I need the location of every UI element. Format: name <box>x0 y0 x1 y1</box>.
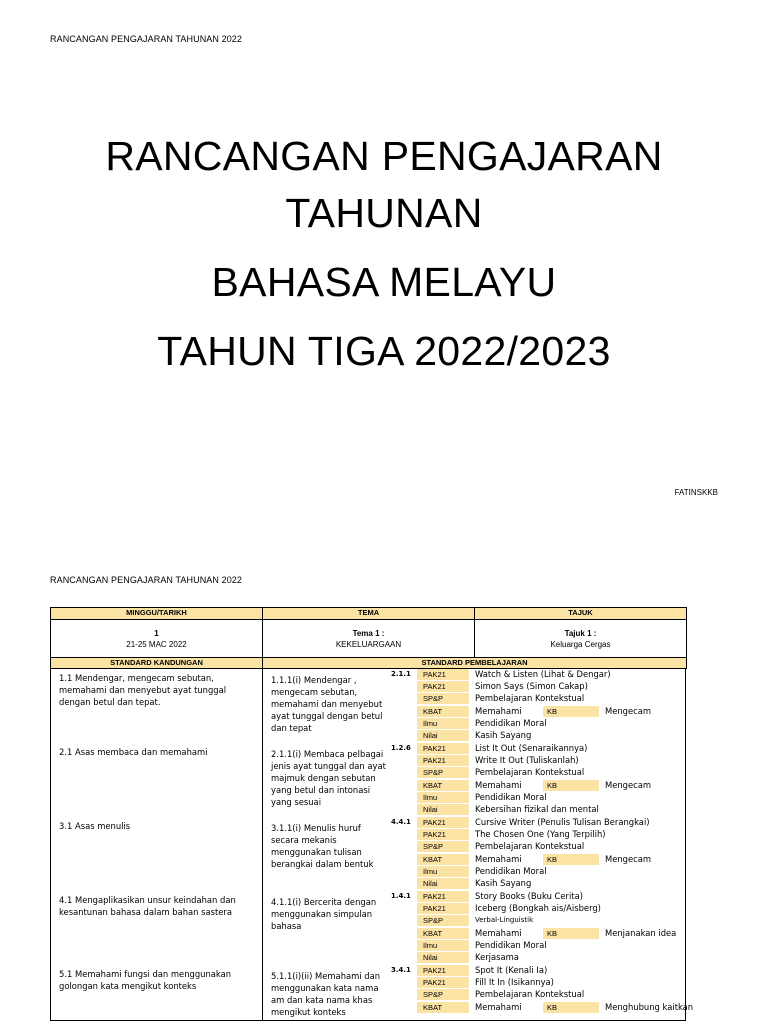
activity-row <box>417 952 687 964</box>
activity-label: Ilmu <box>417 718 469 729</box>
cover-title-line: RANCANGAN PENGAJARAN <box>105 133 663 179</box>
kb-tag: KB <box>543 854 599 865</box>
activity-value: Cursive Writer (Penulis Tulisan Berangkai) <box>475 817 650 827</box>
activity-row <box>417 792 687 804</box>
header-minggu: MINGGU/TARIKH <box>50 607 263 620</box>
tema-cell <box>262 619 475 658</box>
activity-label: PAK21 <box>417 817 469 828</box>
tajuk-value: Keluarga Cergas <box>550 639 611 649</box>
kb-tag: KB <box>543 780 599 791</box>
activity-row <box>417 977 687 989</box>
activity-row <box>417 817 687 829</box>
kbat-skill: Menjanakan idea <box>605 927 677 938</box>
header-standard-kandungan: STANDARD KANDUNGAN <box>50 657 263 669</box>
activity-value: Memahami <box>475 779 522 790</box>
activity-label: Nilai <box>417 952 469 963</box>
activity-row <box>417 743 687 755</box>
activity-value: Simon Says (Simon Cakap) <box>475 681 588 692</box>
standard-pembelajaran-text: 3.1.1(i) Menulis huruf secara mekanis menggunakan tulisan berangkai dalam bentuk <box>271 823 374 869</box>
activity-label: SP&P <box>417 915 469 926</box>
activity-label: PAK21 <box>417 669 469 680</box>
cover-subject: BAHASA MELAYU <box>211 259 557 305</box>
activity-row <box>417 718 687 730</box>
activity-value: Memahami <box>475 853 522 864</box>
table-body <box>50 668 694 1021</box>
activity-row <box>417 878 687 890</box>
header-tajuk: TAJUK <box>474 607 687 620</box>
activity-row <box>417 989 687 1001</box>
activity-row <box>417 730 687 742</box>
column-divider <box>262 668 263 1020</box>
activity-value: Kasih Sayang <box>475 878 532 888</box>
activity-row <box>417 928 687 940</box>
running-header: RANCANGAN PENGAJARAN TAHUNAN 2022 <box>50 34 243 44</box>
running-header: RANCANGAN PENGAJARAN TAHUNAN 2022 <box>50 575 243 585</box>
activity-row <box>417 693 687 705</box>
activity-row <box>417 891 687 903</box>
activity-label: PAK21 <box>417 755 469 766</box>
activity-value: Memahami <box>475 1001 522 1012</box>
tajuk-cell <box>474 619 687 658</box>
activity-label: KBAT <box>417 854 469 865</box>
week-date: 21-25 MAC 2022 <box>126 639 187 649</box>
kb-tag: KB <box>543 1002 599 1013</box>
activity-label: PAK21 <box>417 681 469 692</box>
tema-value: KEKELUARGAAN <box>335 639 402 649</box>
activity-row <box>417 681 687 693</box>
activity-label: PAK21 <box>417 965 469 976</box>
activity-row <box>417 706 687 718</box>
activity-value: Memahami <box>475 927 522 938</box>
kbat-skill: Mengecam <box>605 779 652 790</box>
activity-row <box>417 903 687 915</box>
cover-title <box>0 128 768 380</box>
standard-pembelajaran-text: 4.1.1(i) Bercerita dengan menggunakan simpulan bahasa <box>271 897 377 931</box>
activity-row <box>417 1001 694 1014</box>
activity-value: Pendidikan Moral <box>475 791 547 802</box>
standard-kandungan-text: 3.1 Asas menulis <box>59 821 131 831</box>
activity-value: Fill It In (Isikannya) <box>475 977 554 988</box>
activity-label: Ilmu <box>417 792 469 803</box>
activity-value: Spot It (Kenali Ia) <box>475 965 548 975</box>
activity-row <box>417 829 687 841</box>
activity-label: SP&P <box>417 989 469 1000</box>
standard-code: 1.4.1 <box>391 892 411 900</box>
kb-tag: KB <box>543 928 599 939</box>
activity-label: PAK21 <box>417 891 469 902</box>
activity-value: Pendidikan Moral <box>475 939 547 950</box>
standard-kandungan-text: 4.1 Mengaplikasikan unsur keindahan dan kesantunan bahasa dalam bahan sastera <box>59 895 236 917</box>
activity-value: The Chosen One (Yang Terpilih) <box>475 829 606 840</box>
rpt-table <box>50 607 694 1021</box>
activity-value: Write It Out (Tuliskanlah) <box>475 755 579 766</box>
activity-label: Ilmu <box>417 940 469 951</box>
cover-title-line: TAHUNAN <box>285 190 483 236</box>
table-info-row <box>50 619 686 657</box>
activity-label: PAK21 <box>417 743 469 754</box>
activity-label: KBAT <box>417 780 469 791</box>
activity-value: Watch & Listen (Lihat & Dengar) <box>475 669 611 679</box>
activity-label: Nilai <box>417 804 469 815</box>
week-number: 1 <box>154 628 159 638</box>
activity-value: Kerjasama <box>475 952 519 962</box>
standard-pembelajaran-text: 2.1.1(i) Membaca pelbagai jenis ayat tunggal dan ayat majmuk dengan sebutan yang betul dan intonasi yang sesuai <box>271 749 386 807</box>
activity-value: Pembelajaran Kontekstual <box>475 767 585 778</box>
activity-value: Pembelajaran Kontekstual <box>475 693 585 704</box>
activity-value: Iceberg (Bongkah ais/Aisberg) <box>475 903 601 914</box>
standard-code: 4.4.1 <box>391 818 411 826</box>
activity-value: Kasih Sayang <box>475 730 532 740</box>
activity-value: List It Out (Senaraikannya) <box>475 743 588 753</box>
activity-label: PAK21 <box>417 977 469 988</box>
kb-tag: KB <box>543 706 599 717</box>
activity-value: Pembelajaran Kontekstual <box>475 841 585 852</box>
activity-row <box>417 755 687 767</box>
activity-label: Ilmu <box>417 866 469 877</box>
standard-pembelajaran-text: 5.1.1(i)(ii) Memahami dan menggunakan kata nama am dan kata nama khas mengikut konteks <box>271 971 381 1017</box>
activity-row <box>417 841 687 853</box>
kbat-skill: Mengecam <box>605 853 652 864</box>
activity-value: Pendidikan Moral <box>475 865 547 876</box>
activity-value: Kebersihan fizikal dan mental <box>475 804 599 814</box>
standard-kandungan-text: 2.1 Asas membaca dan memahami <box>59 747 208 757</box>
tema-label: Tema 1 : <box>352 628 385 638</box>
week-cell <box>50 619 263 658</box>
activity-row <box>417 854 687 866</box>
activity-value: Verbal-Linguistik <box>475 916 534 925</box>
activity-row <box>417 804 687 816</box>
activity-label: Nilai <box>417 878 469 889</box>
header-tema: TEMA <box>262 607 475 620</box>
tajuk-label: Tajuk 1 : <box>564 628 597 638</box>
activity-row <box>417 669 687 681</box>
activity-label: PAK21 <box>417 903 469 914</box>
activity-label: KBAT <box>417 928 469 939</box>
kbat-skill: Mengecam <box>605 705 652 716</box>
activity-row <box>417 866 687 878</box>
activity-row <box>417 767 687 779</box>
activity-value: Pembelajaran Kontekstual <box>475 989 585 1000</box>
activity-label: KBAT <box>417 706 469 717</box>
activity-row <box>417 780 687 792</box>
activity-row <box>417 915 687 927</box>
activity-value: Pendidikan Moral <box>475 717 547 728</box>
standard-code: 3.4.1 <box>391 966 411 974</box>
standard-kandungan-text: 5.1 Memahami fungsi dan menggunakan golongan kata mengikut konteks <box>59 969 232 991</box>
activity-label: KBAT <box>417 1002 469 1013</box>
author-label: FATINSKKB <box>674 488 718 497</box>
activity-value: Story Books (Buku Cerita) <box>475 891 583 901</box>
activity-label: SP&P <box>417 767 469 778</box>
section-header-row <box>50 657 686 668</box>
standard-code: 2.1.1 <box>391 670 411 678</box>
standard-pembelajaran-text: 1.1.1(i) Mendengar , mengecam sebutan, memahami dan menyebut ayat tunggal dengan betul dan tepat <box>271 675 383 733</box>
kbat-skill: Menghubung kaitkan <box>605 1001 694 1012</box>
header-standard-pembelajaran: STANDARD PEMBELAJARAN <box>262 657 687 669</box>
standard-kandungan-text: 1.1 Mendengar, mengecam sebutan, memahami dan menyebut ayat tunggal dengan betul dan tepat. <box>59 673 227 707</box>
activity-label: PAK21 <box>417 829 469 840</box>
table-header-row <box>50 607 686 619</box>
activity-label: Nilai <box>417 730 469 741</box>
activity-value: Memahami <box>475 705 522 716</box>
cover-year: TAHUN TIGA 2022/2023 <box>157 328 611 374</box>
standard-code: 1.2.6 <box>391 744 411 752</box>
activity-row <box>417 965 687 977</box>
activity-label: SP&P <box>417 841 469 852</box>
activity-label: SP&P <box>417 693 469 704</box>
activity-row <box>417 940 687 952</box>
